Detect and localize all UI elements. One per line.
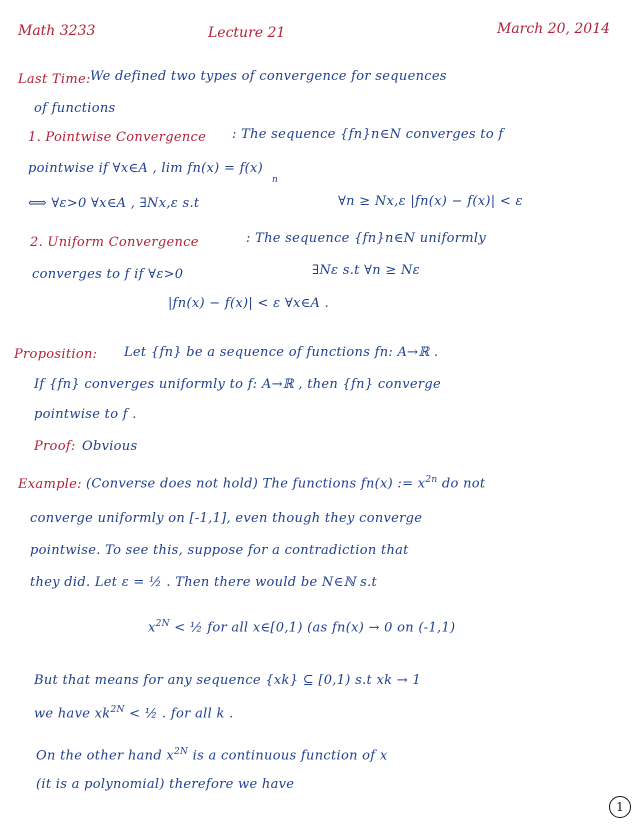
last-time-text-2: of functions bbox=[34, 101, 116, 116]
proposition-label: Proposition: bbox=[14, 347, 98, 362]
uniform-label: 2. Uniform Convergence bbox=[30, 235, 199, 250]
lecture-date: March 20, 2014 bbox=[497, 21, 611, 37]
page-number: 1 bbox=[609, 796, 631, 818]
pointwise-label: 1. Pointwise Convergence bbox=[28, 130, 207, 145]
course-title: Math 3233 bbox=[18, 23, 96, 39]
example-line-4: they did. Let ε = ½ . Then there would be N∈ℕ s.t bbox=[30, 575, 378, 590]
uniform-text: : The sequence {fn}n∈N uniformly bbox=[246, 231, 487, 246]
proposition-text: Let {fn} be a sequence of functions fn: A→ℝ . bbox=[124, 345, 439, 360]
pointwise-line-2: pointwise if ∀x∈A , lim fn(x) = f(x) bbox=[28, 161, 264, 176]
lecture-title: Lecture 21 bbox=[208, 25, 286, 41]
example-line-2: converge uniformly on [-1,1], even though they converge bbox=[30, 511, 423, 526]
pointwise-lim-subscript: n bbox=[272, 175, 278, 185]
example-text: (Converse does not hold) The functions fn(x) := $x^{2n}$ do not bbox=[86, 475, 486, 492]
pointwise-line-3b: ∀n ≥ Nx,ε |fn(x) − f(x)| < ε bbox=[338, 194, 523, 209]
example-line-8: On the other hand $x^{2N}$ is a continuous function of x bbox=[36, 747, 388, 764]
example-line-5: $x^{2N}$ < ½ for all x∈[0,1) (as fn(x) → 0 on (-1,1) bbox=[148, 619, 456, 636]
example-label: Example: bbox=[18, 477, 82, 492]
last-time-text: We defined two types of convergence for sequences bbox=[90, 69, 447, 84]
proof-label: Proof: bbox=[34, 439, 76, 454]
proposition-line-2: If {fn} converges uniformly to f: A→ℝ , then {fn} converge bbox=[34, 377, 441, 392]
example-line-7: we have $xk^{2N}$ < ½ . for all k . bbox=[34, 705, 234, 722]
example-line-9: (it is a polynomial) therefore we have bbox=[36, 777, 295, 792]
uniform-line-2b: ∃Nε s.t ∀n ≥ Nε bbox=[312, 263, 420, 278]
uniform-line-3: |fn(x) − f(x)| < ε ∀x∈A . bbox=[168, 296, 330, 311]
pointwise-line-3: ⟺ ∀ε>0 ∀x∈A , ∃Nx,ε s.t bbox=[28, 196, 200, 211]
example-line-6: But that means for any sequence {xk} ⊆ [0,1) s.t xk → 1 bbox=[34, 673, 421, 688]
pointwise-text: : The sequence {fn}n∈N converges to f bbox=[232, 127, 504, 142]
uniform-line-2: converges to f if ∀ε>0 bbox=[32, 267, 184, 282]
last-time-label: Last Time: bbox=[18, 72, 91, 87]
proof-text: Obvious bbox=[82, 439, 138, 454]
proposition-line-3: pointwise to f . bbox=[34, 407, 137, 422]
example-line-3: pointwise. To see this, suppose for a contradiction that bbox=[30, 543, 409, 558]
